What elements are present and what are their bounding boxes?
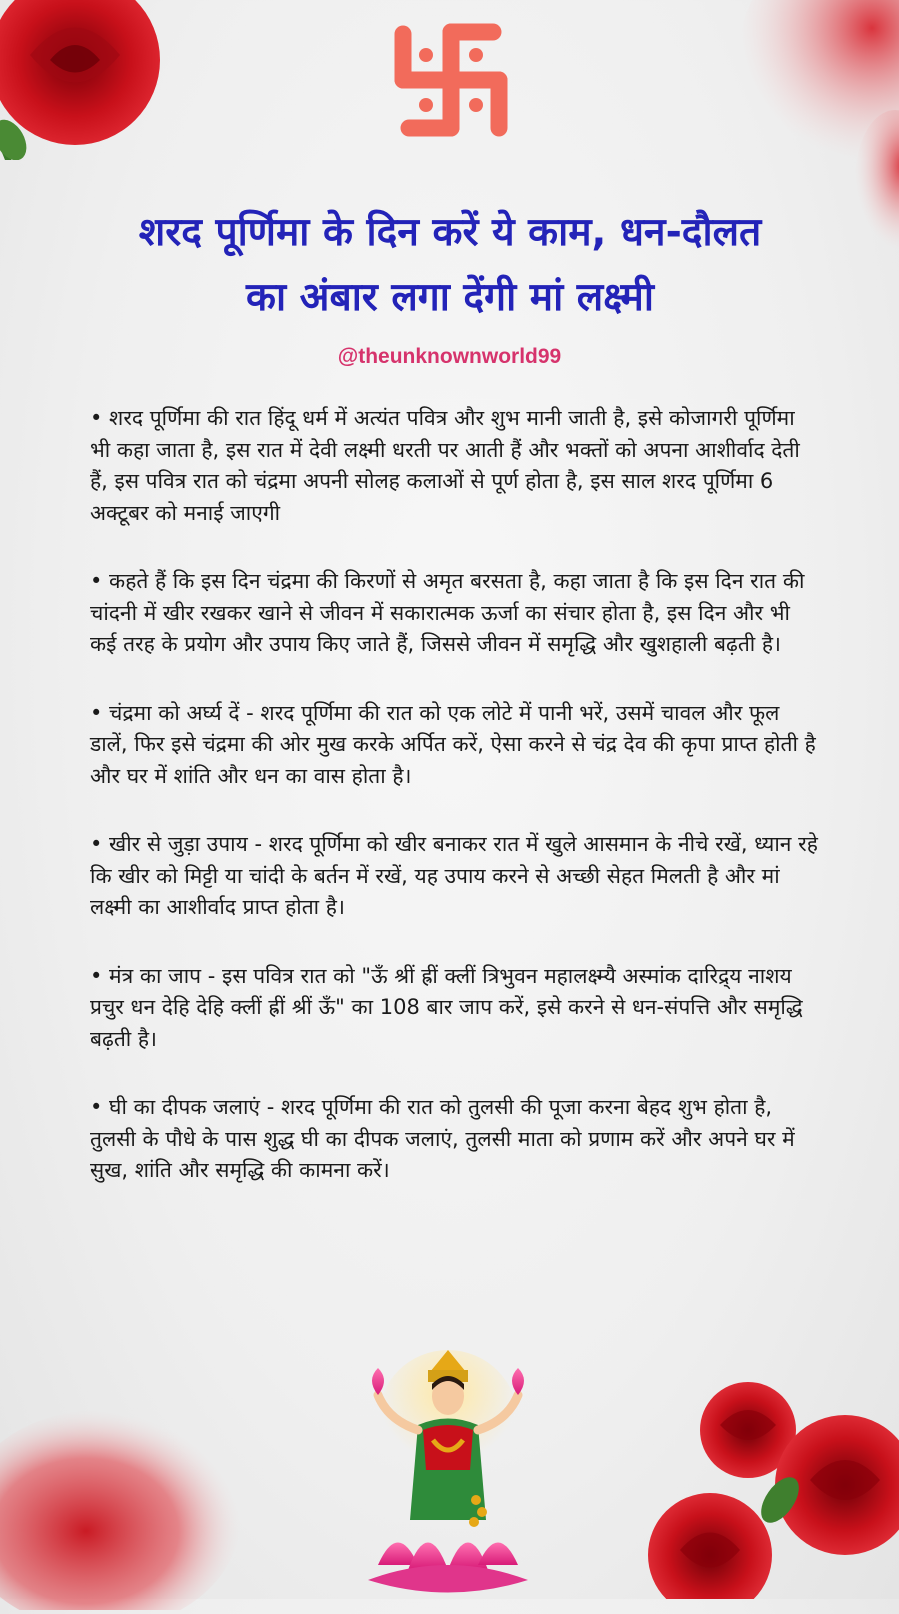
swastika-icon xyxy=(381,10,521,150)
article-body xyxy=(90,403,820,1224)
rose-top-left xyxy=(0,0,180,160)
paragraph-kheer: • खीर से जुड़ा उपाय - शरद पूर्णिमा को खीर बनाकर रात में खुले आसमान के नीचे रखें, ध्यान रहे कि खीर को मिट्टी या चांदी के बर्तन में रखें, यह उपाय करने से अच्छी सेहत मिलती है और मां लक्ष्मी का आशीर्वाद प्राप्त होता है। xyxy=(90,832,818,919)
paragraph-deepak: • घी का दीपक जलाएं - शरद पूर्णिमा की रात को तुलसी की पूजा करना बेहद शुभ होता है, तुलसी के पौधे के पास शुद्ध घी का दीपक जलाएं, तुलसी माता को प्रणाम करें और अपने घर में सुख, शांति और समृद्धि की कामना करें। xyxy=(90,1095,795,1182)
rose-bottom-right xyxy=(620,1360,899,1599)
title-line-2: का अंबार लगा देंगी मां लक्ष्मी xyxy=(246,275,654,320)
author-handle: @theunknownworld99 xyxy=(337,345,562,368)
paragraph-arghya: • चंद्रमा को अर्घ्य दें - शरद पूर्णिमा की रात को एक लोटे में पानी भरें, उसमें चावल और फूल डालें, फिर इसे चंद्रमा की ओर मुख करके अर्पित करें, ऐसा करने से चंद्र देव की कृपा प्राप्त होती है और घर में शांति और धन का वास होता है। xyxy=(90,700,816,788)
page-title xyxy=(60,200,840,330)
paragraph-mantra: • मंत्र का जाप - इस पवित्र रात को "ऊँ श्रीं ह्रीं क्लीं त्रिभुवन महालक्ष्म्यै अस्मांक दारिद्र्य नाशय प्रचुर धन देहि देहि क्लीं ह्रीं श्रीं ऊँ" का 108 बार जाप करें, इसे करने से धन-संपत्ति और समृद्धि बढ़ती है। xyxy=(90,963,803,1051)
paragraph-intro: • शरद पूर्णिमा की रात हिंदू धर्म में अत्यंत पवित्र और शुभ मानी जाती है, इसे कोजागरी पूर्णिमा भी कहा जाता है, इस रात में देवी लक्ष्मी धरती पर आती हैं और भक्तों को अपना आशीर्वाद देती हैं, इस पवित्र रात को चंद्रमा अपनी सोलह कलाओं से पूर्ण होता है, इस साल शरद पूर्णिमा 6 अक्टूबर को मनाई जाएगी xyxy=(90,406,800,525)
title-line-1: शरद पूर्णिमा के दिन करें ये काम, धन-दौलत xyxy=(138,210,762,255)
paragraph-amrit: • कहते हैं कि इस दिन चंद्रमा की किरणों से अमृत बरसता है, कहा जाता है कि इस दिन रात की चांदनी में खीर रखकर खाने से जीवन में सकारात्मक ऊर्जा का संचार होता है, इस दिन और भी कई तरह के प्रयोग और उपाय किए जाते हैं, जिससे जीवन में समृद्धि और खुशहाली बढ़ती है। xyxy=(90,569,805,656)
rose-bottom-left xyxy=(0,1390,250,1610)
lakshmi-illustration xyxy=(348,1350,548,1599)
